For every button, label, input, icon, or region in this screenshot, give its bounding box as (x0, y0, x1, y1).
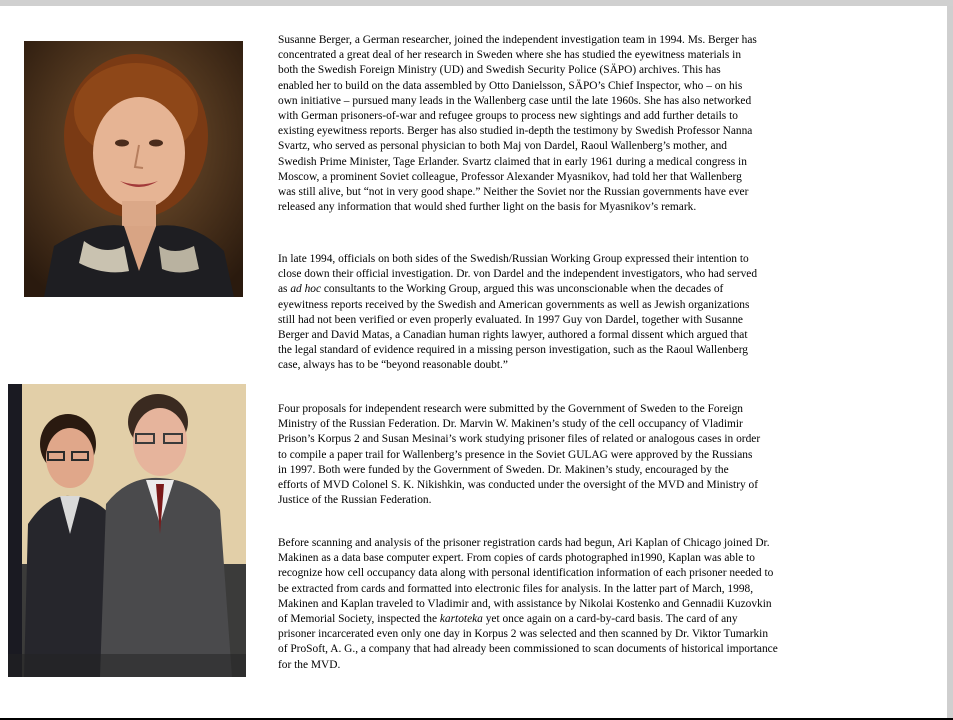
photo-two-men (8, 384, 246, 677)
text-line: prisoner incarcerated even only one day in Korpus 2 was selected and then scanned by Dr. Viktor Tumarkin (278, 628, 769, 641)
text-segment: yet once again on a card-by-card basis. The card of any (482, 613, 738, 626)
italic-phrase: ad hoc (290, 283, 322, 296)
text-line: for the MVD. (278, 658, 341, 671)
text-line: Justice of the Russian Federation. (278, 494, 432, 507)
text-line: Svartz, who served as personal physician to both Maj von Dardel, Raoul Wallenberg’s mother, and (278, 140, 727, 153)
portrait-photo-woman (24, 41, 243, 297)
portrait-photo-woman-drawing (24, 41, 243, 297)
text-line: Susanne Berger, a German researcher, joined the independent investigation team in 1994. Ms. Berger has (278, 34, 757, 46)
text-segment: as (278, 283, 291, 296)
text-line: In late 1994, officials on both sides of the Swedish/Russian Working Group expressed their intention to (278, 253, 749, 265)
text-line: both the Swedish Foreign Ministry (UD) and Swedish Security Police (SÄPO) archives. This has (278, 64, 721, 77)
paragraph-2 (278, 252, 914, 374)
italic-phrase: kartoteka (439, 613, 483, 626)
text-line: was still alive, but “not in very good shape.” Neither the Soviet nor the Russian governments have ever (278, 186, 749, 199)
text-line: Prison’s Korpus 2 and Susan Mesinai’s work studying prisoner files of related or analogous cases in order (278, 433, 761, 446)
text-line: of ProSoft, A. G., a company that had already been commissioned to scan documents of historical importance (278, 643, 778, 656)
text-line (278, 282, 914, 297)
text-line: case, always has to be “beyond reasonable doubt.” (278, 359, 508, 372)
text-line: recognize how cell occupancy data along with personal identification information of each prisoner needed to (278, 567, 774, 580)
text-line: Swedish Prime Minister, Tage Erlander. Svartz claimed that in early 1961 during a medical congress in (278, 155, 747, 168)
text-line: Moscow, a prominent Soviet colleague, Professor Alexander Myasnikov, had told her that Wallenberg (278, 170, 742, 183)
text-line: Before scanning and analysis of the prisoner registration cards had begun, Ari Kaplan of Chicago joined Dr. (278, 537, 770, 549)
text-line: released any information that would shed further light on the basis for Myasnikov’s remark. (278, 201, 697, 214)
text-segment: of Memorial Society, inspected the (278, 613, 440, 626)
text-line: existing eyewitness reports. Berger has also studied in-depth the testimony by Swedish Professor Nanna (278, 125, 753, 138)
text-line: close down their official investigation. Dr. von Dardel and the independent investigators, who had served (278, 268, 758, 281)
text-line: Berger and David Matas, a Canadian human rights lawyer, authored a formal dissent which argued that (278, 329, 748, 342)
text-line: concentrated a great deal of her research in Sweden where she has studied the eyewitness materials in (278, 49, 742, 62)
text-line: Ministry of the Russian Federation. Dr. Marvin W. Makinen’s study of the cell occupancy of Vladimir (278, 418, 743, 431)
paragraph-3 (278, 402, 914, 508)
text-segment: consultants to the Working Group, argued this was unconscionable when the decades of (321, 283, 724, 296)
paragraph-1 (278, 33, 914, 215)
paragraph-4 (278, 536, 914, 673)
text-line: in 1997. Both were funded by the Government of Sweden. Dr. Makinen’s study, encouraged by the (278, 463, 729, 476)
photo-two-men-drawing (8, 384, 246, 677)
text-line: own initiative – pursued many leads in the Wallenberg case until the late 1960s. She has also networked (278, 94, 752, 107)
text-line: eyewitness reports received by the Swedish and American governments as well as Jewish organizations (278, 298, 750, 311)
text-line: Four proposals for independent research were submitted by the Government of Sweden to the Foreign (278, 403, 743, 415)
text-line: Makinen as a data base computer expert. From copies of cards photographed in1990, Kaplan was able to (278, 552, 755, 565)
text-line: Makinen and Kaplan traveled to Vladimir and, with assistance by Nikolai Kostenko and Gennadii Kuzovkin (278, 597, 772, 610)
page-edge (947, 6, 953, 718)
text-line (278, 612, 914, 627)
text-line: efforts of MVD Colonel S. K. Nikishkin, was conducted under the oversight of the MVD and Ministry of (278, 479, 759, 492)
text-line: still had not been verified or even properly evaluated. In 1997 Guy von Dardel, together with Susanne (278, 313, 743, 326)
text-line: be extracted from cards and formatted into electronic files for analysis. In the latter part of March, 1998, (278, 582, 754, 595)
text-line: with German prisoners-of-war and refugee groups to process new sightings and add further details to (278, 110, 738, 123)
text-line: the legal standard of evidence required in a missing person investigation, such as the Raoul Wallenberg (278, 344, 748, 357)
text-line: enabled her to build on the data assembled by Otto Danielsson, SÄPO’s Chief Inspector, who – on his (278, 79, 743, 92)
text-line: to compile a paper trail for Wallenberg’s presence in the Soviet GULAG were approved by the Russians (278, 448, 753, 461)
